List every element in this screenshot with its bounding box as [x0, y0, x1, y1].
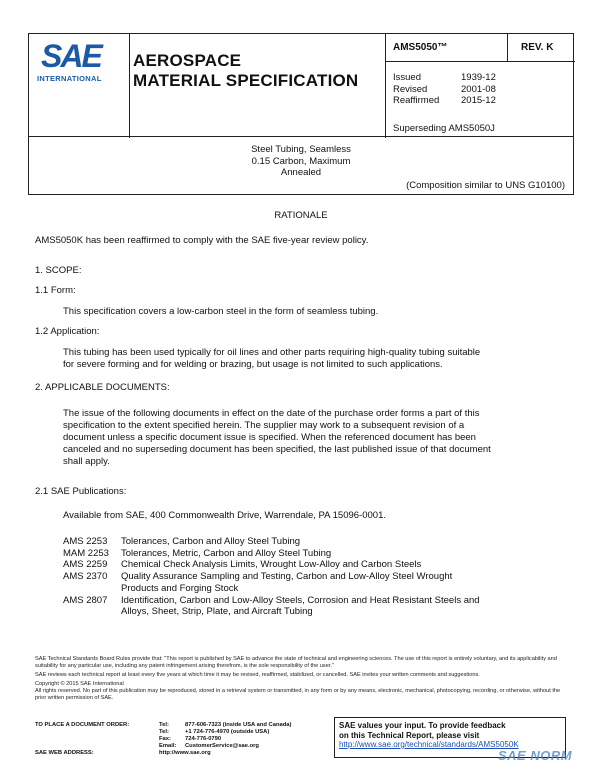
document-header — [28, 33, 574, 137]
contact-row — [35, 750, 291, 757]
document-item — [63, 559, 567, 571]
date-label: Revised — [393, 83, 428, 95]
composition-note: (Composition similar to UNS G10100) — [406, 180, 565, 191]
subject-box — [28, 137, 574, 195]
rationale-text: AMS5050K has been reaffirmed to comply with the SAE five-year review policy. — [35, 235, 369, 246]
tel-label: Tel: — [159, 722, 169, 728]
doc-desc: Identification, Carbon and Low-Alloy Steels, Corrosion and Heat Resistant Steels and — [121, 594, 480, 606]
feedback-link[interactable]: http://www.sae.org/technical/standards/AMS5050K — [339, 740, 519, 749]
order-label: TO PLACE A DOCUMENT ORDER: — [35, 722, 130, 728]
subject-line-2: 0.15 Carbon, Maximum — [251, 155, 351, 167]
sae-logo — [29, 34, 129, 138]
tel-label-2: Tel: — [159, 729, 169, 735]
feedback-line-1: SAE values your input. To provide feedback — [339, 721, 506, 730]
fax-number: 724-776-0790 — [185, 736, 222, 742]
application-text-1: This tubing has been used typically for oil lines and other parts requiring high-quality tubing suitable — [63, 347, 481, 358]
section-form: 1.1 Form: — [35, 285, 76, 296]
doc-number: AMS5050™ — [393, 42, 448, 53]
doc-info — [385, 34, 575, 138]
legal-footer — [35, 656, 567, 702]
section-scope: 1. SCOPE: — [35, 265, 82, 276]
logo-subtitle: INTERNATIONAL — [37, 74, 102, 83]
doc-desc-cont: Alloys, Sheet, Strip, Plate, and Aircraft Tubing — [121, 606, 313, 618]
section-applicable-docs: 2. APPLICABLE DOCUMENTS: — [35, 382, 170, 393]
date-list — [393, 72, 521, 107]
applicable-text-3: document unless a specific document issue is specified. When the referenced document has been — [63, 432, 476, 443]
document-item — [63, 536, 567, 548]
date-value: 2001-08 — [461, 83, 496, 95]
revision: REV. K — [521, 42, 554, 53]
watermark: SAE NORM — [498, 748, 573, 763]
legal-para-2: SAE reviews each technical report at least every five years at which time it may be revised, reaffirmed, stabilized, or cancelled. SAE invites your written comments and suggestions. — [35, 672, 480, 678]
doc-code: AMS 2253 — [63, 536, 108, 547]
document-item-cont — [63, 606, 567, 618]
date-row — [393, 84, 521, 96]
fax-label: Fax: — [159, 736, 171, 742]
application-text-2: for severe forming and for welding or brazing, but usage is not limited to such applications. — [63, 359, 443, 370]
doc-desc-cont: Products and Forging Stock — [121, 582, 239, 594]
form-text: This specification covers a low-carbon steel in the form of seamless tubing. — [63, 306, 379, 317]
rationale-heading: RATIONALE — [274, 210, 328, 221]
doc-code: MAM 2253 — [63, 547, 109, 559]
doc-desc: Tolerances, Carbon and Alloy Steel Tubing — [121, 536, 301, 547]
contact-row — [35, 736, 291, 743]
logo-mark: SAE — [41, 38, 101, 74]
applicable-text-5: shall apply. — [63, 456, 110, 467]
document-list — [63, 536, 567, 618]
tel-2: +1 724-776-4970 (outside USA) — [185, 729, 270, 735]
section-application: 1.2 Application: — [35, 326, 100, 337]
date-label: Reaffirmed — [393, 95, 440, 106]
date-value: 2015-12 — [461, 95, 496, 106]
applicable-text-2: specification to the extent specified herein. The supplier may work to a subsequent revision of a — [63, 420, 465, 431]
applicable-text-4: canceled and no superseding document has been specified, the last published issue of that document — [63, 444, 491, 455]
sae-address: Available from SAE, 400 Commonwealth Drive, Warrendale, PA 15096-0001. — [63, 510, 386, 521]
applicable-text-1: The issue of the following documents in effect on the date of the purchase order forms a part of this — [63, 408, 480, 419]
web-link[interactable]: http://www.sae.org — [159, 750, 211, 756]
date-value: 1939-12 — [461, 72, 496, 83]
legal-para-4: All rights reserved. No part of this publication may be reproduced, stored in a retrieval system or transmitted, in any form or by any means, electronic, mechanical, photocopying, recording, or otherwise, without the prior written permission of SAE. — [35, 688, 561, 701]
date-label: Issued — [393, 72, 421, 83]
divider — [507, 34, 508, 62]
doc-code: AMS 2807 — [63, 594, 108, 606]
doc-id-row — [385, 34, 575, 62]
date-row — [393, 72, 521, 84]
title-line-1: AEROSPACE — [133, 51, 242, 70]
document-item — [63, 548, 567, 560]
contact-row — [35, 743, 291, 750]
web-label: SAE WEB ADDRESS: — [35, 750, 94, 756]
date-row — [393, 95, 521, 107]
legal-para-1: SAE Technical Standards Board Rules provide that: "This report is published by SAE to advance the state of technical and engineering sciences. The use of this report is entirely voluntary, and its applicability and suitability for any particular use, including any patent infringement arising therefrom, is the sole responsibility of the user." — [35, 656, 557, 669]
order-contact — [35, 722, 291, 757]
copyright: Copyright © 2015 SAE International — [35, 681, 124, 687]
doc-desc: Tolerances, Metric, Carbon and Alloy Steel Tubing — [121, 547, 332, 559]
doc-desc: Quality Assurance Sampling and Testing, Carbon and Low-Alloy Steel Wrought — [121, 571, 453, 583]
section-sae-publications: 2.1 SAE Publications: — [35, 486, 127, 497]
title-line-2: MATERIAL SPECIFICATION — [133, 71, 359, 90]
contact-row — [35, 722, 291, 729]
subject-line-3: Annealed — [280, 167, 322, 178]
feedback-line-2: on this Technical Report, please visit — [339, 730, 480, 740]
email-link[interactable]: CustomerService@sae.org — [185, 743, 259, 749]
doc-code: AMS 2370 — [63, 571, 108, 583]
document-item-cont — [63, 583, 567, 595]
doc-code: AMS 2259 — [63, 559, 108, 571]
superseding-note: Superseding AMS5050J — [393, 123, 495, 134]
contact-row — [35, 729, 291, 736]
subject-line-1: Steel Tubing, Seamless — [251, 144, 351, 155]
document-item — [63, 595, 567, 607]
spec-title — [129, 34, 385, 138]
doc-desc: Chemical Check Analysis Limits, Wrought Low-Alloy and Carbon Steels — [121, 559, 422, 571]
tel-1: 877-606-7323 (inside USA and Canada) — [185, 722, 292, 728]
email-label: Email: — [159, 743, 177, 749]
document-item — [63, 571, 567, 583]
